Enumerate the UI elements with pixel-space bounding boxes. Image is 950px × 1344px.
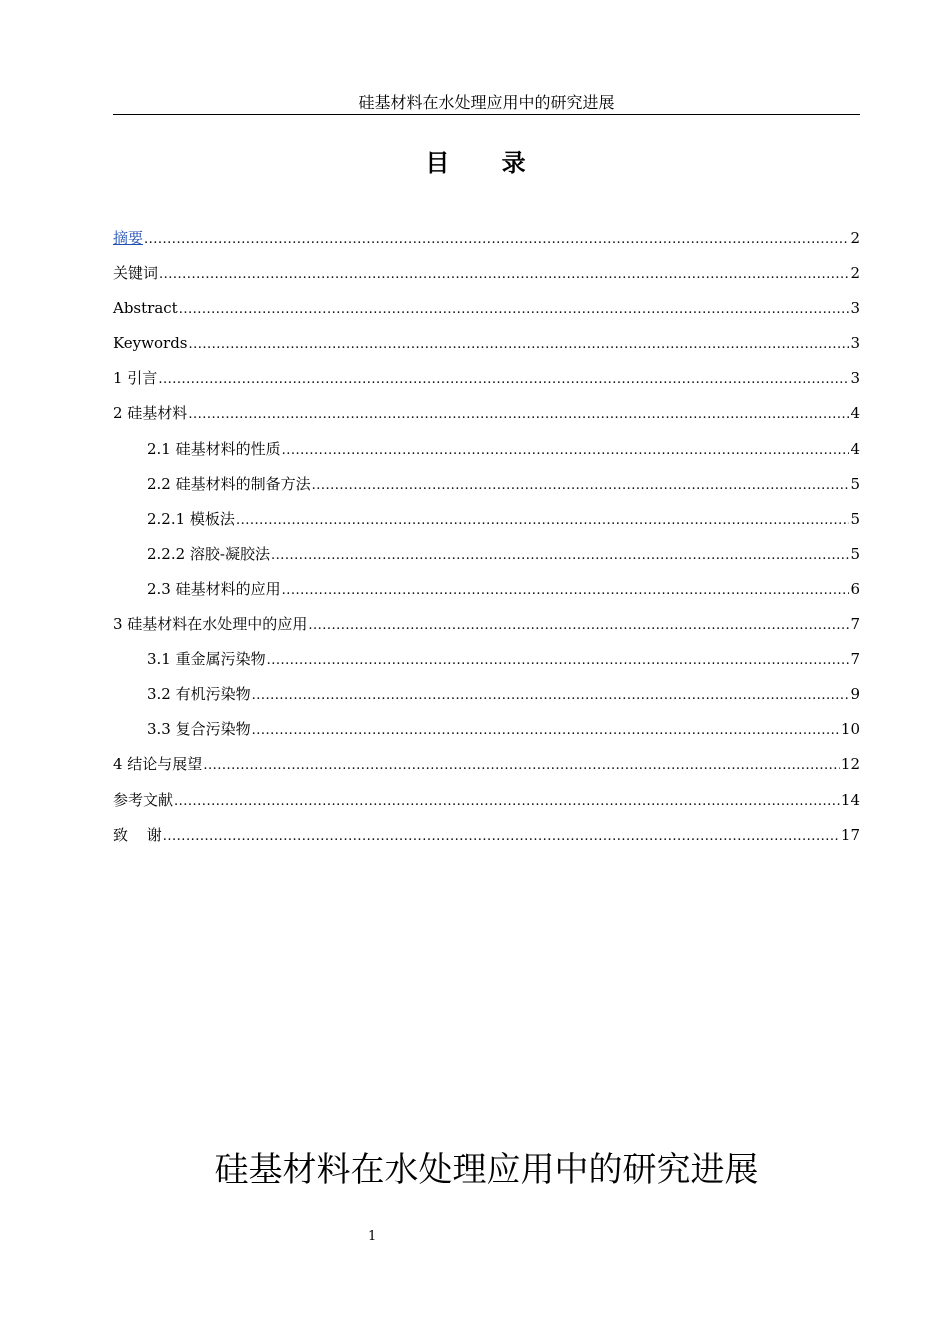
toc-title: 目 录: [425, 149, 548, 177]
toc-entry-label: 3 硅基材料在水处理中的应用: [113, 615, 308, 634]
running-header: [113, 92, 860, 115]
toc-link-abstract-cn[interactable]: 摘要: [113, 229, 144, 247]
toc-page-number: 2: [850, 229, 860, 247]
toc-entry-section-3-2[interactable]: [113, 683, 860, 718]
toc-entry-label: 2.1 硅基材料的性质: [147, 439, 281, 458]
toc-leader-dots: [267, 650, 850, 672]
toc-entry-label: 致 谢: [113, 825, 162, 844]
toc-leader-dots: [282, 580, 850, 602]
toc-leader-dots: [203, 755, 840, 777]
toc-entry-acknowledgements[interactable]: [113, 824, 860, 859]
toc-entry-label: 2.3 硅基材料的应用: [147, 579, 281, 598]
toc-entry-section-2[interactable]: [113, 402, 860, 437]
toc-entry-label: 2.2.1 模板法: [147, 509, 235, 528]
toc-leader-dots: [312, 475, 850, 497]
toc-entry-section-2-3[interactable]: [113, 578, 860, 613]
toc-entry-label: 参考文献: [113, 790, 174, 809]
toc-leader-dots: [188, 404, 849, 426]
toc-entry-keywords-cn[interactable]: [113, 262, 860, 297]
toc-page-number: 7: [850, 650, 860, 669]
toc-entry-section-3[interactable]: [113, 613, 860, 648]
toc-page-number: 9: [850, 685, 860, 704]
toc-entry-label: 3.3 复合污染物: [147, 720, 251, 739]
toc-entry-label: 3.1 重金属污染物: [147, 650, 266, 669]
toc-entry-label: 3.2 有机污染物: [147, 685, 251, 704]
toc-page-number: 4: [850, 439, 860, 458]
page-number: 1: [368, 1229, 377, 1244]
toc-leader-dots: [308, 615, 849, 637]
toc-page-number: 17: [840, 825, 860, 844]
running-header-title: 硅基材料在水处理应用中的研究进展: [358, 93, 615, 112]
toc-page-number: 6: [850, 579, 860, 598]
toc-leader-dots: [236, 510, 850, 532]
toc-page-number: 10: [840, 720, 860, 739]
toc-entry-section-4[interactable]: [113, 753, 860, 788]
toc-entry-label: 2 硅基材料: [113, 404, 188, 423]
toc-leader-dots: [144, 229, 849, 251]
toc-page-number: 5: [850, 544, 860, 563]
toc-entry-section-3-3[interactable]: [113, 718, 860, 753]
toc-entry-section-2-1[interactable]: [113, 438, 860, 473]
toc-entry-abstract-cn[interactable]: [113, 227, 860, 262]
toc-leader-dots: [271, 545, 849, 567]
toc-entry-section-3-1[interactable]: [113, 648, 860, 683]
toc-leader-dots: [252, 685, 850, 707]
toc-entry-label: Abstract: [113, 299, 178, 318]
toc-leader-dots: [179, 299, 850, 321]
toc-entry-section-2-2-2[interactable]: [113, 543, 860, 578]
toc-page-number: 5: [850, 509, 860, 528]
toc-page-number: 12: [840, 755, 860, 774]
toc-entry-label: 关键词: [113, 264, 159, 283]
toc-page-number: 5: [850, 474, 860, 493]
toc-page-number: 14: [840, 790, 860, 809]
toc-page-number: 3: [850, 299, 860, 318]
toc-entry-abstract-en[interactable]: [113, 297, 860, 332]
toc-entry-introduction[interactable]: [113, 367, 860, 402]
toc-page-number: 7: [850, 615, 860, 634]
toc-leader-dots: [252, 720, 840, 742]
toc-entry-label: 1 引言: [113, 369, 158, 388]
toc-entry-section-2-2-1[interactable]: [113, 508, 860, 543]
toc-leader-dots: [159, 264, 849, 286]
toc-leader-dots: [189, 334, 850, 356]
toc-page-number: 3: [850, 334, 860, 353]
toc-entry-references[interactable]: [113, 789, 860, 824]
toc-page-number: 4: [850, 404, 860, 423]
toc-entry-label: Keywords: [113, 334, 188, 353]
toc-leader-dots: [174, 791, 840, 813]
table-of-contents: [113, 227, 860, 859]
toc-entry-label: 4 结论与展望: [113, 755, 203, 774]
toc-leader-dots: [282, 440, 850, 462]
toc-entry-label: 2.2 硅基材料的制备方法: [147, 474, 311, 493]
toc-entry-label: 2.2.2 溶胶-凝胶法: [147, 544, 271, 563]
toc-entry-keywords-en[interactable]: [113, 332, 860, 367]
toc-leader-dots: [158, 369, 849, 391]
toc-page-number: 3: [850, 369, 860, 388]
document-main-title: 硅基材料在水处理应用中的研究进展: [214, 1150, 759, 1190]
toc-leader-dots: [163, 826, 840, 848]
toc-page-number: 2: [850, 264, 860, 283]
toc-entry-section-2-2[interactable]: [113, 473, 860, 508]
